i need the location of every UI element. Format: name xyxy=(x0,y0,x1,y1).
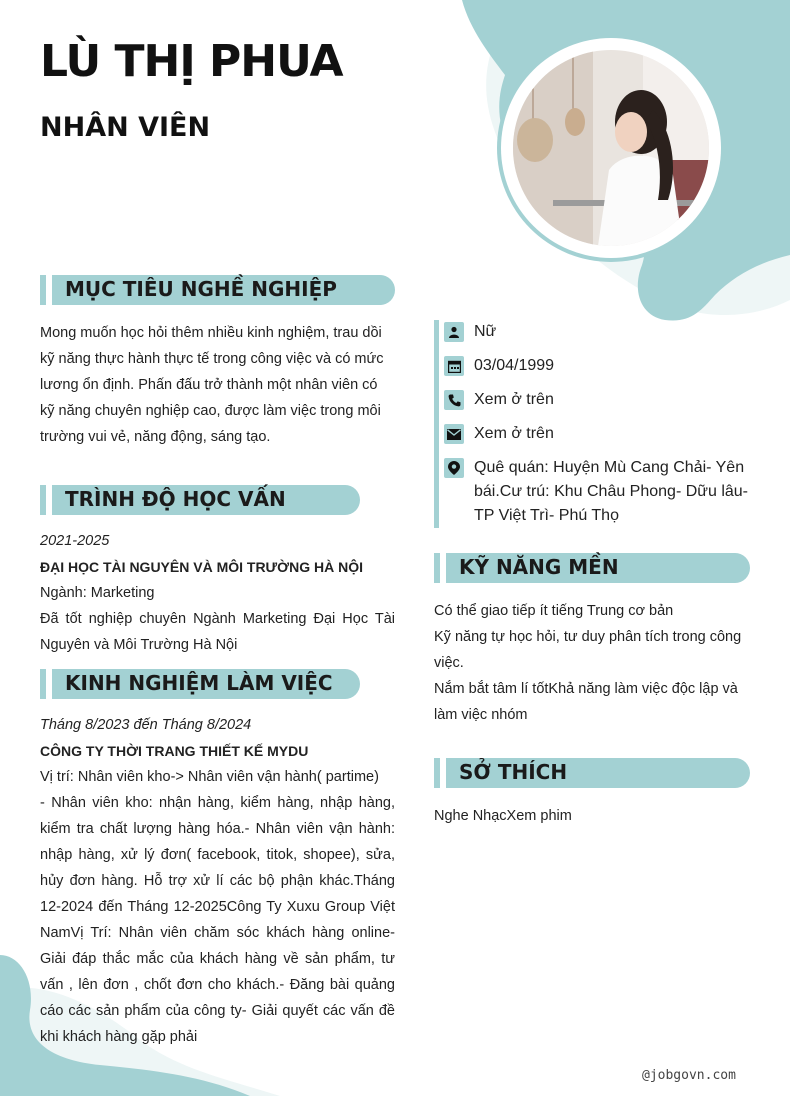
education-period: 2021-2025 xyxy=(40,533,110,549)
section-header-objective xyxy=(40,275,395,305)
education-major: Ngành: Marketing xyxy=(40,585,155,601)
company-name: CÔNG TY THỜI TRANG THIẾT KẾ MYDU xyxy=(40,743,309,759)
contact-gender: Nữ xyxy=(444,320,754,344)
job-title: NHÂN VIÊN xyxy=(40,112,211,143)
experience-block: Tháng 8/2023 đến Tháng 8/2024 CÔNG TY THỜI TRANG THIẾT KẾ MYDU Vị trí: Nhân viên kho-> Nhân viên vận hành( partime) - Nhân viên kho: nhận hàng, kiểm hàng, nhập hàng, kiểm tra chất lượng hàng hóa.- Nhân viên vận hành: nhập hàng, xử lý đơn( facebook, titok, shopee), sửa, hủy đơn hàng. Hỗ trợ xử lí các bộ phận khác.Tháng 12-2024 đến Tháng 12-2025Công Ty Xuxu Group Việt NamVị Trí: Nhân viên chăm sóc khách hàng online- Giải đáp thắc mắc của khách hàng về sản phẩm, tư vấn , lên đơn , chốt đơn cho khách.- Đăng bài quảng cáo các sản phẩm của công ty- Giải quyết các vấn đề khi khách hàng gặp phải xyxy=(40,712,395,1050)
location-pin-icon xyxy=(444,458,464,478)
avatar-illustration xyxy=(513,50,709,246)
section-title: SỞ THÍCH xyxy=(459,760,568,784)
mail-icon xyxy=(444,424,464,444)
section-header-soft-skills xyxy=(434,553,750,583)
section-header-hobbies xyxy=(434,758,750,788)
section-title: KINH NGHIỆM LÀM VIỆC xyxy=(65,671,333,695)
calendar-icon xyxy=(444,356,464,376)
candidate-name: LÙ THỊ PHUA xyxy=(40,36,343,87)
soft-skills-text: Có thể giao tiếp ít tiếng Trung cơ bản Kỹ năng tự học hỏi, tư duy phân tích trong công việc. Nắm bắt tâm lí tốtKhả năng làm việc độc lập và làm việc nhóm xyxy=(434,603,742,723)
experience-period: Tháng 8/2023 đến Tháng 8/2024 xyxy=(40,717,252,733)
section-title: KỸ NĂNG MỀN xyxy=(459,555,619,579)
person-icon xyxy=(444,322,464,342)
school-name: ĐẠI HỌC TÀI NGUYÊN VÀ MÔI TRƯỜNG HÀ NỘI xyxy=(40,559,364,575)
contact-birthday: 03/04/1999 xyxy=(444,354,754,378)
contact-email: Xem ở trên xyxy=(444,422,754,446)
section-title: TRÌNH ĐỘ HỌC VẤN xyxy=(65,487,286,511)
watermark: @jobgovn.com xyxy=(642,1068,736,1083)
phone-icon xyxy=(444,390,464,410)
section-title: MỤC TIÊU NGHỀ NGHIỆP xyxy=(65,277,337,301)
section-header-experience xyxy=(40,669,360,699)
hobbies-text: Nghe NhạcXem phim xyxy=(434,808,572,824)
objective-text: Mong muốn học hỏi thêm nhiều kinh nghiệm, trau dồi kỹ năng thực hành thực tế trong công việc và có mức lương ổn định. Phấn đấu trở thành một nhân viên có kỹ năng chuyên nghiệp cao, được làm việc trong môi trường vui vẻ, năng động, sáng tạo. xyxy=(40,325,384,445)
section-header-education xyxy=(40,485,360,515)
education-block: 2021-2025 ĐẠI HỌC TÀI NGUYÊN VÀ MÔI TRƯỜNG HÀ NỘI Ngành: Marketing Đã tốt nghiệp chuyên Ngành Marketing Đại Học Tài Nguyên và Môi Trường Hà Nội xyxy=(40,528,395,658)
contact-address: Quê quán: Huyện Mù Cang Chải- Yên bái.Cư trú: Khu Châu Phong- Dữu lâu- TP Việt Trì- Phú Thọ xyxy=(444,456,754,528)
contact-phone: Xem ở trên xyxy=(444,388,754,412)
avatar xyxy=(513,50,709,246)
